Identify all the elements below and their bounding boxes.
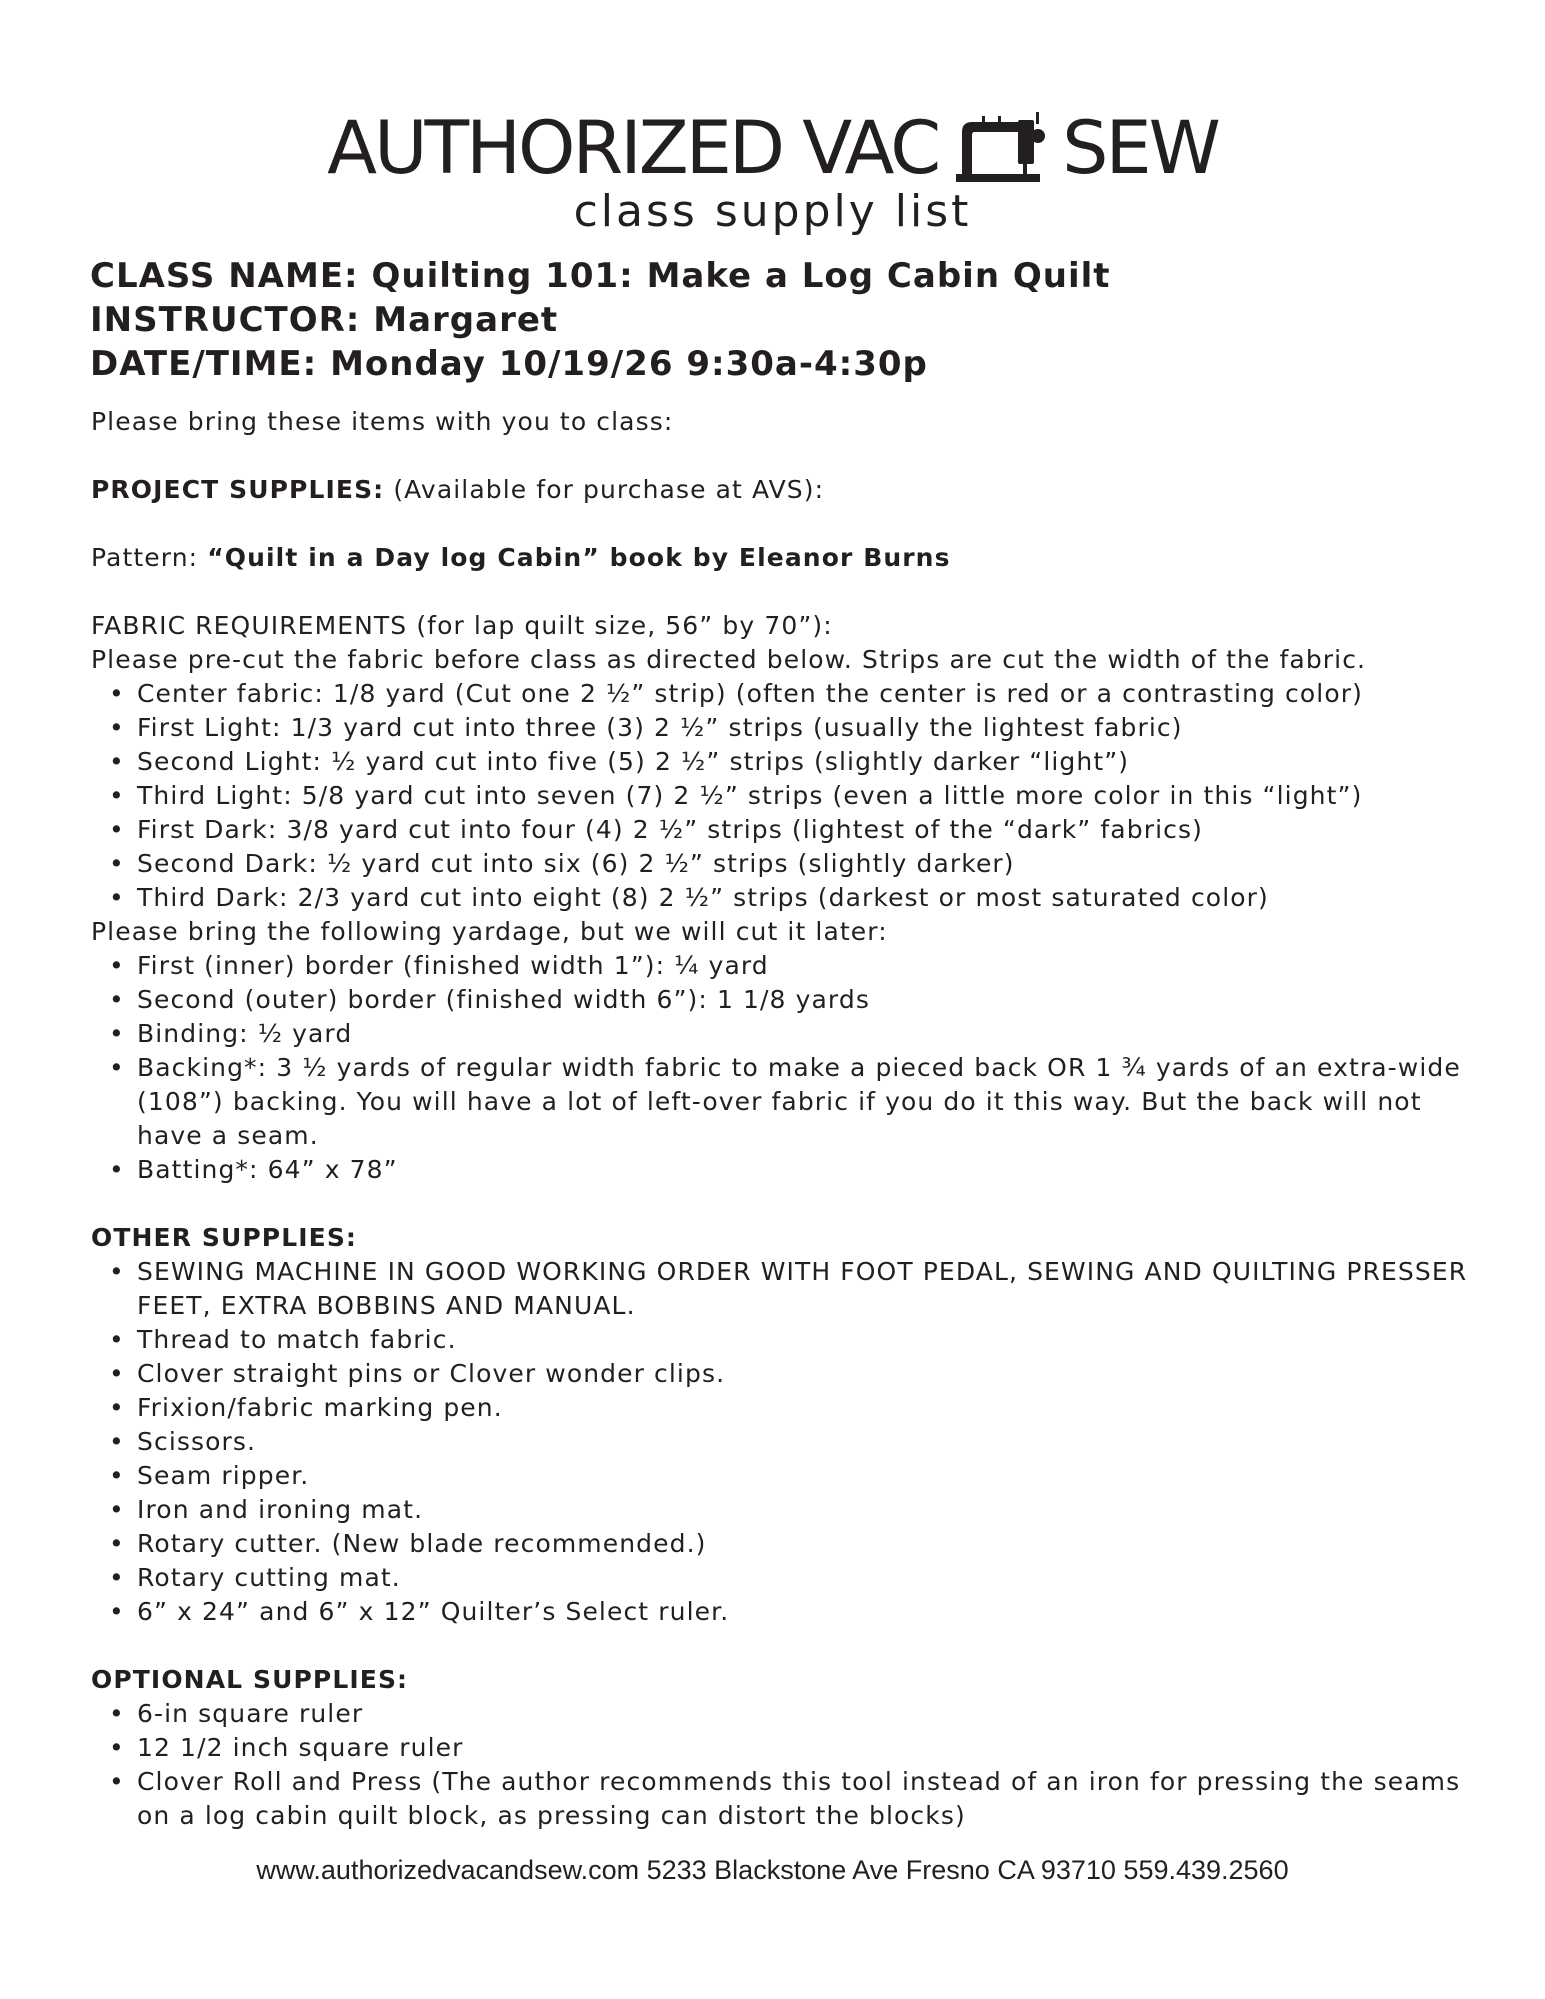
precut-note: Please pre-cut the fabric before class as directed below. Strips are cut the width of the fabric. <box>91 645 1367 674</box>
list-item: • Iron and ironing mat. <box>91 1493 1471 1527</box>
list-item: • SEWING MACHINE IN GOOD WORKING ORDER WITH FOOT PEDAL, SEWING AND QUILTING PRESSER FEET, EXTRA BOBBINS AND MANUAL. <box>91 1255 1471 1323</box>
list-item: • 12 1/2 inch square ruler <box>91 1731 1471 1765</box>
list-item: • Clover Roll and Press (The author recommends this tool instead of an iron for pressing the seams on a log cabin quilt block, as pressing can distort the blocks) <box>91 1765 1471 1833</box>
pattern-label: Pattern: <box>91 543 208 572</box>
list-item: • Seam ripper. <box>91 1459 1471 1493</box>
logo-subtitle: class supply list <box>573 186 972 237</box>
list-item: • First Light: 1/3 yard cut into three (3) 2 ½” strips (usually the lightest fabric) <box>91 711 1471 745</box>
later-note: Please bring the following yardage, but we will cut it later: <box>91 917 888 946</box>
optional-supplies-heading: OPTIONAL SUPPLIES: <box>91 1665 409 1694</box>
supply-content <box>91 405 1471 1833</box>
later-list <box>91 949 1471 1187</box>
list-item: • Backing*: 3 ½ yards of regular width fabric to make a pieced back OR 1 ¾ yards of an extra-wide (108”) backing. You will have a lot of left-over fabric if you do it this way. But the back will not have a seam. <box>91 1051 1471 1153</box>
fabric-heading: FABRIC REQUIREMENTS (for lap quilt size, 56” by 70”): <box>91 611 833 640</box>
other-supplies-list <box>91 1255 1471 1629</box>
list-item: • Binding: ½ yard <box>91 1017 1471 1051</box>
pattern-line <box>91 541 1471 575</box>
other-supplies-heading: OTHER SUPPLIES: <box>91 1223 358 1252</box>
list-item: • Second (outer) border (finished width 6”): 1 1/8 yards <box>91 983 1471 1017</box>
list-item: • Third Light: 5/8 yard cut into seven (7) 2 ½” strips (even a little more color in this “light”) <box>91 779 1471 813</box>
pattern-value: “Quilt in a Day log Cabin” book by Eleanor Burns <box>207 543 951 572</box>
intro-text: Please bring these items with you to class: <box>91 407 674 436</box>
date-time: DATE/TIME: Monday 10/19/26 9:30a-4:30p <box>90 344 928 384</box>
list-item: • Thread to match fabric. <box>91 1323 1471 1357</box>
logo-text-right: SEW <box>1062 105 1218 191</box>
list-item: • Clover straight pins or Clover wonder clips. <box>91 1357 1471 1391</box>
precut-list <box>91 677 1471 915</box>
class-details <box>90 254 1111 386</box>
sewing-machine-icon <box>952 110 1048 186</box>
list-item: • Second Dark: ½ yard cut into six (6) 2 ½” strips (slightly darker) <box>91 847 1471 881</box>
logo-wordmark <box>327 105 1218 191</box>
class-name: CLASS NAME: Quilting 101: Make a Log Cabin Quilt <box>90 256 1111 296</box>
list-item: • Third Dark: 2/3 yard cut into eight (8) 2 ½” strips (darkest or most saturated color) <box>91 881 1471 915</box>
list-item: • Scissors. <box>91 1425 1471 1459</box>
list-item: • Second Light: ½ yard cut into five (5) 2 ½” strips (slightly darker “light”) <box>91 745 1471 779</box>
list-item: • Rotary cutter. (New blade recommended.) <box>91 1527 1471 1561</box>
logo-text-left: AUTHORIZED VAC <box>327 105 939 191</box>
list-item: • Rotary cutting mat. <box>91 1561 1471 1595</box>
list-item: • Batting*: 64” x 78” <box>91 1153 1471 1187</box>
footer-contact: www.authorizedvacandsew.com 5233 Blackstone Ave Fresno CA 93710 559.439.2560 <box>256 1855 1289 1885</box>
project-supplies-line <box>91 473 1471 507</box>
project-supplies-label: PROJECT SUPPLIES: <box>91 475 385 504</box>
list-item: • Frixion/fabric marking pen. <box>91 1391 1471 1425</box>
store-logo <box>0 105 1545 237</box>
list-item: • 6” x 24” and 6” x 12” Quilter’s Select ruler. <box>91 1595 1471 1629</box>
list-item: • First (inner) border (finished width 1”): ¼ yard <box>91 949 1471 983</box>
instructor: INSTRUCTOR: Margaret <box>90 300 559 340</box>
list-item: • 6-in square ruler <box>91 1697 1471 1731</box>
optional-supplies-list <box>91 1697 1471 1833</box>
list-item: • Center fabric: 1/8 yard (Cut one 2 ½” strip) (often the center is red or a contrasting color) <box>91 677 1471 711</box>
project-supplies-note: (Available for purchase at AVS): <box>384 475 825 504</box>
list-item: • First Dark: 3/8 yard cut into four (4) 2 ½” strips (lightest of the “dark” fabrics) <box>91 813 1471 847</box>
